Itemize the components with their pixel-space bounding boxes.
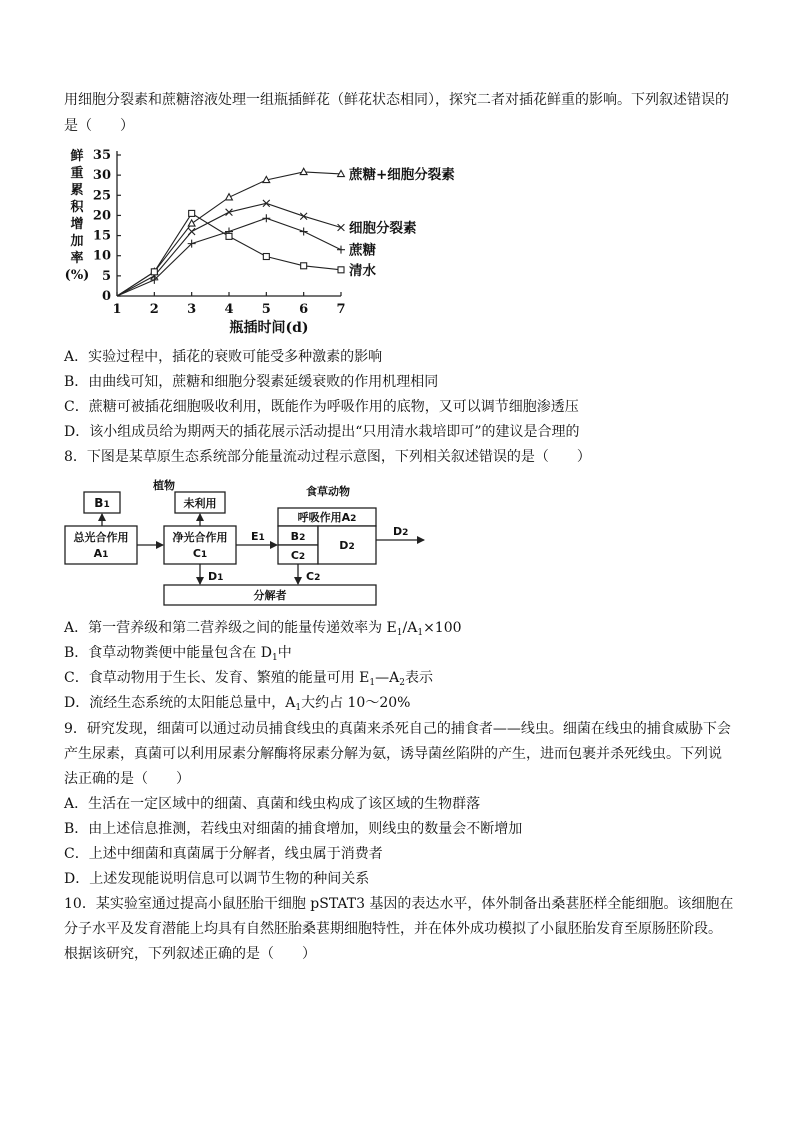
d1-label: D [208, 570, 218, 583]
q7-stem-line2: 是（ ） [64, 118, 134, 134]
q9-option-c: C．上述中细菌和真菌属于分解者，线虫属于消费者 [64, 846, 383, 862]
svg-text:D1 [208, 570, 223, 583]
y-tick-label: 25 [92, 188, 111, 204]
y-axis-label-char: 鲜 [70, 149, 84, 164]
y-tick-label: 20 [92, 208, 111, 224]
q7-stem-line1: 用细胞分裂素和蔗糖溶液处理一组瓶插鲜花（鲜花状态相同），探究二者对插花鲜重的影响。下列叙述错误的 [64, 92, 729, 108]
c1-sub: 1 [200, 550, 208, 560]
d2-sub: 2 [348, 542, 355, 552]
y-tick-label: 10 [92, 248, 111, 264]
unused-text: 未利用 [183, 497, 217, 510]
respiration-sub: 2 [350, 514, 357, 524]
net-photosynthesis-label: 净光合作用 [172, 531, 228, 544]
chart-series [117, 166, 455, 296]
q9-option-d: D．上述发现能说明信息可以调节生物的种间关系 [64, 871, 370, 887]
respiration-text: 呼吸作用A [297, 511, 351, 524]
q9-stem-line1: 9．研究发现，细菌可以通过动员捕食线虫的真菌来杀死自己的捕食者——线虫。细菌在线虫的捕食威胁下会 [64, 721, 731, 737]
q8-option-a: A．第一营养级和第二营养级之间的能量传递效率为 $E_1/A_1\times 100$ [64, 620, 462, 638]
data-point-square [301, 263, 307, 269]
y-tick-label: 35 [92, 148, 111, 163]
data-point-square [263, 254, 269, 260]
q7-option-c: C．蔗糖可被插花细胞吸收利用，既能作为呼吸作用的底物，又可以调节细胞渗透压 [64, 399, 579, 415]
a1-text: A [93, 547, 103, 560]
d2-arrow-sub: 2 [402, 528, 409, 538]
y-tick-label: 30 [92, 168, 111, 184]
y-tick-label: 0 [101, 289, 111, 304]
y-tick-label: 15 [92, 228, 111, 244]
q10-stem-line1: 10．某实验室通过提高小鼠胚胎干细胞 pSTAT3 基因的表达水平，体外制备出桑葚胚样全能细胞。该细胞在 [64, 896, 734, 912]
x-tick-label: 5 [261, 302, 271, 317]
c2-text: C [290, 549, 299, 562]
q9-option-b: B．由上述信息推测，若线虫对细菌的捕食增加，则线虫的数量会不断增加 [64, 821, 523, 837]
x-tick-label: 3 [187, 302, 197, 317]
data-point-x [338, 224, 345, 231]
svg-text:D2 [393, 525, 408, 538]
c1-text: C [192, 547, 201, 560]
y-axis-label-char: 加 [70, 234, 84, 249]
data-point-plus [300, 228, 308, 236]
q9-stem-line2: 产生尿素，真菌可以利用尿素分解酶将尿素分解为氨，诱导菌丝陷阱的产生，进而包裹并杀死线虫。下列说 [64, 746, 722, 762]
d2-arrow-label: D [393, 525, 403, 538]
q8-option-c: C．食草动物用于生长、发育、繁殖的能量可用 $E_1—A_2$表示 [64, 670, 433, 688]
data-point-triangle [188, 220, 195, 226]
q8-option-d: D．流经生态系统的太阳能总量中，$A_1$大约占 10～20% [64, 695, 411, 713]
y-axis-label-char: 增 [70, 217, 84, 232]
herbivore-label: 食草动物 [306, 485, 350, 498]
y-axis-label [65, 148, 90, 283]
data-point-square [338, 267, 344, 273]
q8-stem: 8．下图是某草原生态系统部分能量流动过程示意图，下列相关叙述错误的是（ ） [64, 449, 591, 465]
energy-flow-diagram [60, 476, 440, 610]
fresh-weight-chart [60, 142, 480, 340]
y-tick-label: 5 [101, 268, 111, 284]
x-tick-label: 1 [112, 302, 122, 317]
q10-stem-line2: 分子水平及发育潜能上均具有自然胚胎桑葚期细胞特性，并在体外成功模拟了小鼠胚胎发育至原肠胚阶段。 [64, 921, 722, 937]
plant-label: 植物 [153, 479, 175, 492]
y-axis-label-char: 积 [70, 200, 84, 215]
chart-axes [93, 148, 346, 317]
svg-text:C2 [306, 570, 320, 583]
q8-option-b: B．食草动物粪便中能量包含在 $D_1$中 [64, 645, 292, 663]
a1-sub: 1 [102, 550, 109, 560]
q7-option-b: B．由曲线可知，蔗糖和细胞分裂素延缓衰败的作用机理相同 [64, 374, 439, 390]
series-label: 蔗糖+细胞分裂素 [349, 166, 455, 183]
q7-option-d: D．该小组成员给为期两天的插花展示活动提出“只用清水栽培即可”的建议是合理的 [64, 424, 580, 440]
series-label: 细胞分裂素 [349, 220, 417, 237]
data-point-plus [337, 246, 345, 254]
b2-text: B [290, 530, 300, 543]
svg-text:呼吸作用A2 [298, 510, 357, 524]
y-axis-label-char: (%) [64, 268, 90, 283]
c2-arrow-label: C [306, 570, 315, 583]
data-point-triangle [300, 168, 307, 174]
y-axis-label-char: 累 [70, 183, 84, 198]
data-point-plus [262, 214, 270, 222]
data-point-square [226, 233, 232, 239]
q9-option-a: A．生活在一定区域中的细菌、真菌和线虫构成了该区域的生物群落 [64, 796, 481, 812]
q9-stem-line3: 法正确的是（ ） [64, 771, 190, 787]
b1-sub: 1 [103, 500, 110, 510]
c2-sub: 2 [298, 552, 306, 562]
y-axis-label-char: 重 [70, 166, 84, 181]
d1-sub: 1 [217, 573, 224, 583]
data-point-x [188, 228, 195, 235]
x-tick-label: 7 [336, 302, 346, 317]
gross-photosynthesis-label: 总光合作用 [73, 531, 129, 544]
e1-sub: 1 [258, 533, 265, 543]
data-point-x [300, 213, 307, 220]
c2-arrow-sub: 2 [314, 573, 321, 583]
series-label: 蔗糖 [349, 242, 376, 259]
y-axis-label-char: 率 [70, 251, 84, 266]
x-tick-label: 6 [299, 302, 309, 317]
x-tick-label: 4 [224, 302, 234, 317]
b2-sub: 2 [299, 533, 306, 543]
data-point-x [226, 209, 233, 216]
q7-option-a: A．实验过程中，插花的衰败可能受多种激素的影响 [64, 349, 383, 365]
b1-text: B [94, 496, 104, 510]
data-point-square [189, 210, 195, 216]
svg-text:E1 [251, 530, 265, 543]
q10-stem-line3: 根据该研究，下列叙述正确的是（ ） [64, 946, 316, 962]
series-line-3 [117, 213, 341, 296]
decomposer-text: 分解者 [253, 589, 287, 602]
x-tick-label: 2 [149, 302, 159, 317]
x-axis-label: 瓶插时间(d) [229, 320, 309, 336]
data-point-square [151, 269, 157, 275]
series-label: 清水 [349, 262, 376, 279]
d2-text: D [339, 539, 349, 552]
e1-label: E [251, 530, 259, 543]
